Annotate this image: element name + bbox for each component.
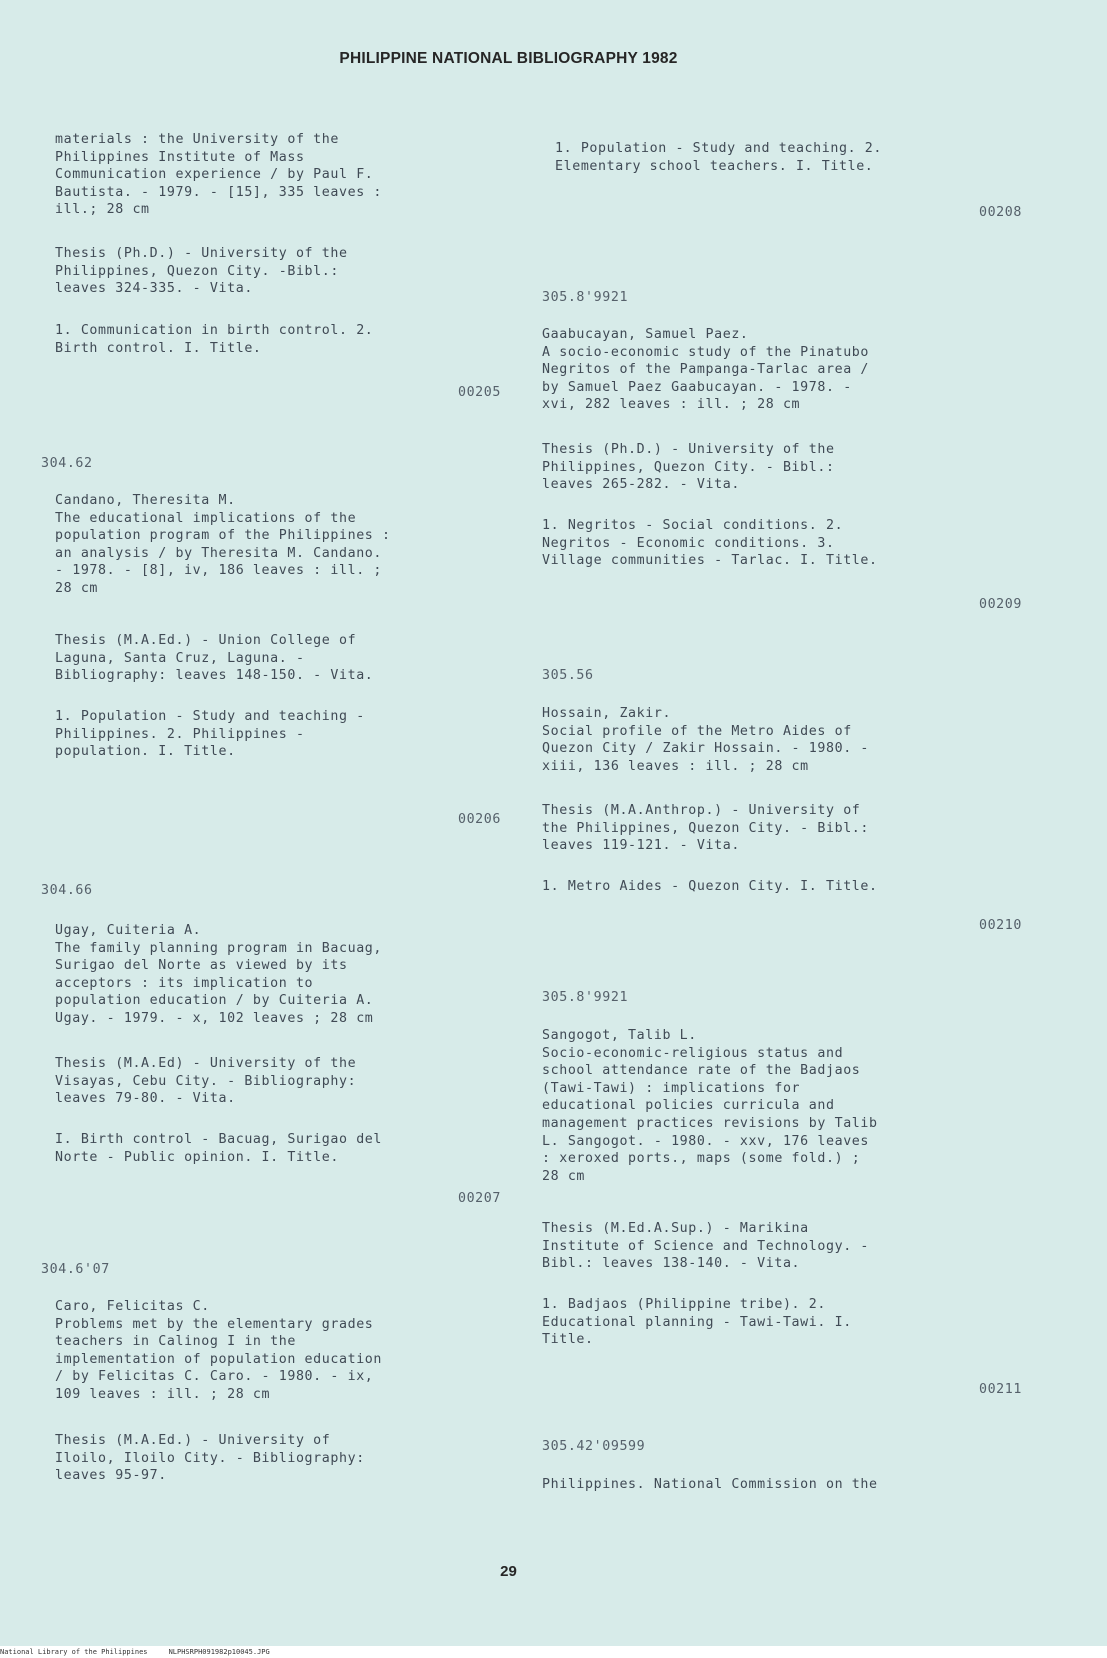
entry-00207-note: Thesis (M.A.Ed) - University of the Visayas, Cebu City. - Bibliography: leaves 79-80. - Vita. [55,1056,357,1107]
entry-00207-body: Ugay, Cuiteria A. The family planning program in Bacuag, Surigao del Norte as viewed by its acceptors : its implication to population education / by Cuiteria A. Ugay. - 1979. - x, 102 leaves ; 28 cm [55,923,383,1026]
entry-00206-subjects: 1. Population - Study and teaching - Philippines. 2. Philippines - population. I. Title. [55,709,365,760]
entry-00207-subjects: I. Birth control - Bacuag, Surigao del Norte - Public opinion. I. Title. [55,1132,383,1165]
entry-00209-number: 00209 [978,597,1022,612]
entry-00209-class: 305.8'9921 [542,290,629,305]
entry-00206-number: 00206 [457,812,501,827]
entry-00211-note: Thesis (M.Ed.A.Sup.) - Marikina Institute of Science and Technology. - Bibl.: leaves 138-140. - Vita. [542,1221,870,1272]
scan-footer: National Library of the Philippines NLPHSRPH091982p10045.JPG [0,1646,1107,1658]
entry-00208-note: Thesis (M.A.Ed.) - University of Iloilo, Iloilo City. - Bibliography: leaves 95-97. [55,1433,365,1484]
entry-00206-class: 304.62 [41,456,93,471]
entry-00211-number: 00211 [978,1382,1022,1397]
page-header: PHILIPPINE NATIONAL BIBLIOGRAPHY 1982 [339,50,678,67]
entry-00209-subjects: 1. Negritos - Social conditions. 2. Negritos - Economic conditions. 3. Village communities - Tarlac. I. Title. [542,518,878,569]
entry-00205-body: materials : the University of the Philippines Institute of Mass Communication experience / by Paul F. Bautista. - 1979. - [15], 335 leaves : ill.; 28 cm [55,132,383,218]
entry-00211-subjects: 1. Badjaos (Philippine tribe). 2. Educational planning - Tawi-Tawi. I. Title. [542,1297,852,1348]
entry-00205-note: Thesis (Ph.D.) - University of the Philippines, Quezon City. -Bibl.: leaves 324-335. - Vita. [55,246,348,297]
entry-00208-class: 304.6'07 [41,1262,110,1277]
entry-00208-body: Caro, Felicitas C. Problems met by the elementary grades teachers in Calinog I in the implementation of population education / by Felicitas C. Caro. - 1980. - ix, 109 leaves : ill. ; 28 cm [55,1299,383,1402]
entry-00209-body: Gaabucayan, Samuel Paez. A socio-economic study of the Pinatubo Negritos of the Pampanga-Tarlac area / by Samuel Paez Gaabucayan. - 1978. - xvi, 282 leaves : ill. ; 28 cm [542,327,870,413]
entry-00207-number: 00207 [457,1191,501,1206]
entry-00208-subjects: 1. Population - Study and teaching. 2. Elementary school teachers. I. Title. [555,141,883,174]
entry-00208-number: 00208 [978,205,1022,220]
entry-00210-subjects: 1. Metro Aides - Quezon City. I. Title. [542,879,878,894]
entry-00210-class: 305.56 [542,668,594,683]
entry-00212-body: Philippines. National Commission on the [542,1477,878,1492]
entry-00210-body: Hossain, Zakir. Social profile of the Metro Aides of Quezon City / Zakir Hossain. - 1980. - xiii, 136 leaves : ill. ; 28 cm [542,706,870,774]
entry-00209-note: Thesis (Ph.D.) - University of the Philippines, Quezon City. - Bibl.: leaves 265-282. - Vita. [542,442,835,493]
entry-00207-class: 304.66 [41,883,93,898]
entry-00210-number: 00210 [978,918,1022,933]
entry-00211-body: Sangogot, Talib L. Socio-economic-religious status and school attendance rate of the Badjaos (Tawi-Tawi) : implications for educational policies curricula and management practices revisions by Talib L. Sangogot. - 1980. - xxv, 176 leaves : xeroxed ports., maps (some fold.) ; 28 cm [542,1028,878,1184]
entry-00206-body: Candano, Theresita M. The educational implications of the population program of the Philippines : an analysis / by Theresita M. Candano. - 1978. - [8], iv, 186 leaves : ill. ; 28 cm [55,493,391,596]
entry-00211-class: 305.8'9921 [542,990,629,1005]
entry-00210-note: Thesis (M.A.Anthrop.) - University of the Philippines, Quezon City. - Bibl.: leaves 119-121. - Vita. [542,803,870,854]
page-number: 29 [500,1563,517,1580]
entry-00206-note: Thesis (M.A.Ed.) - Union College of Laguna, Santa Cruz, Laguna. - Bibliography: leaves 148-150. - Vita. [55,633,374,684]
entry-00205-number: 00205 [457,385,501,400]
entry-00212-class: 305.42'09599 [542,1439,646,1454]
entry-00205-subjects: 1. Communication in birth control. 2. Birth control. I. Title. [55,323,374,356]
